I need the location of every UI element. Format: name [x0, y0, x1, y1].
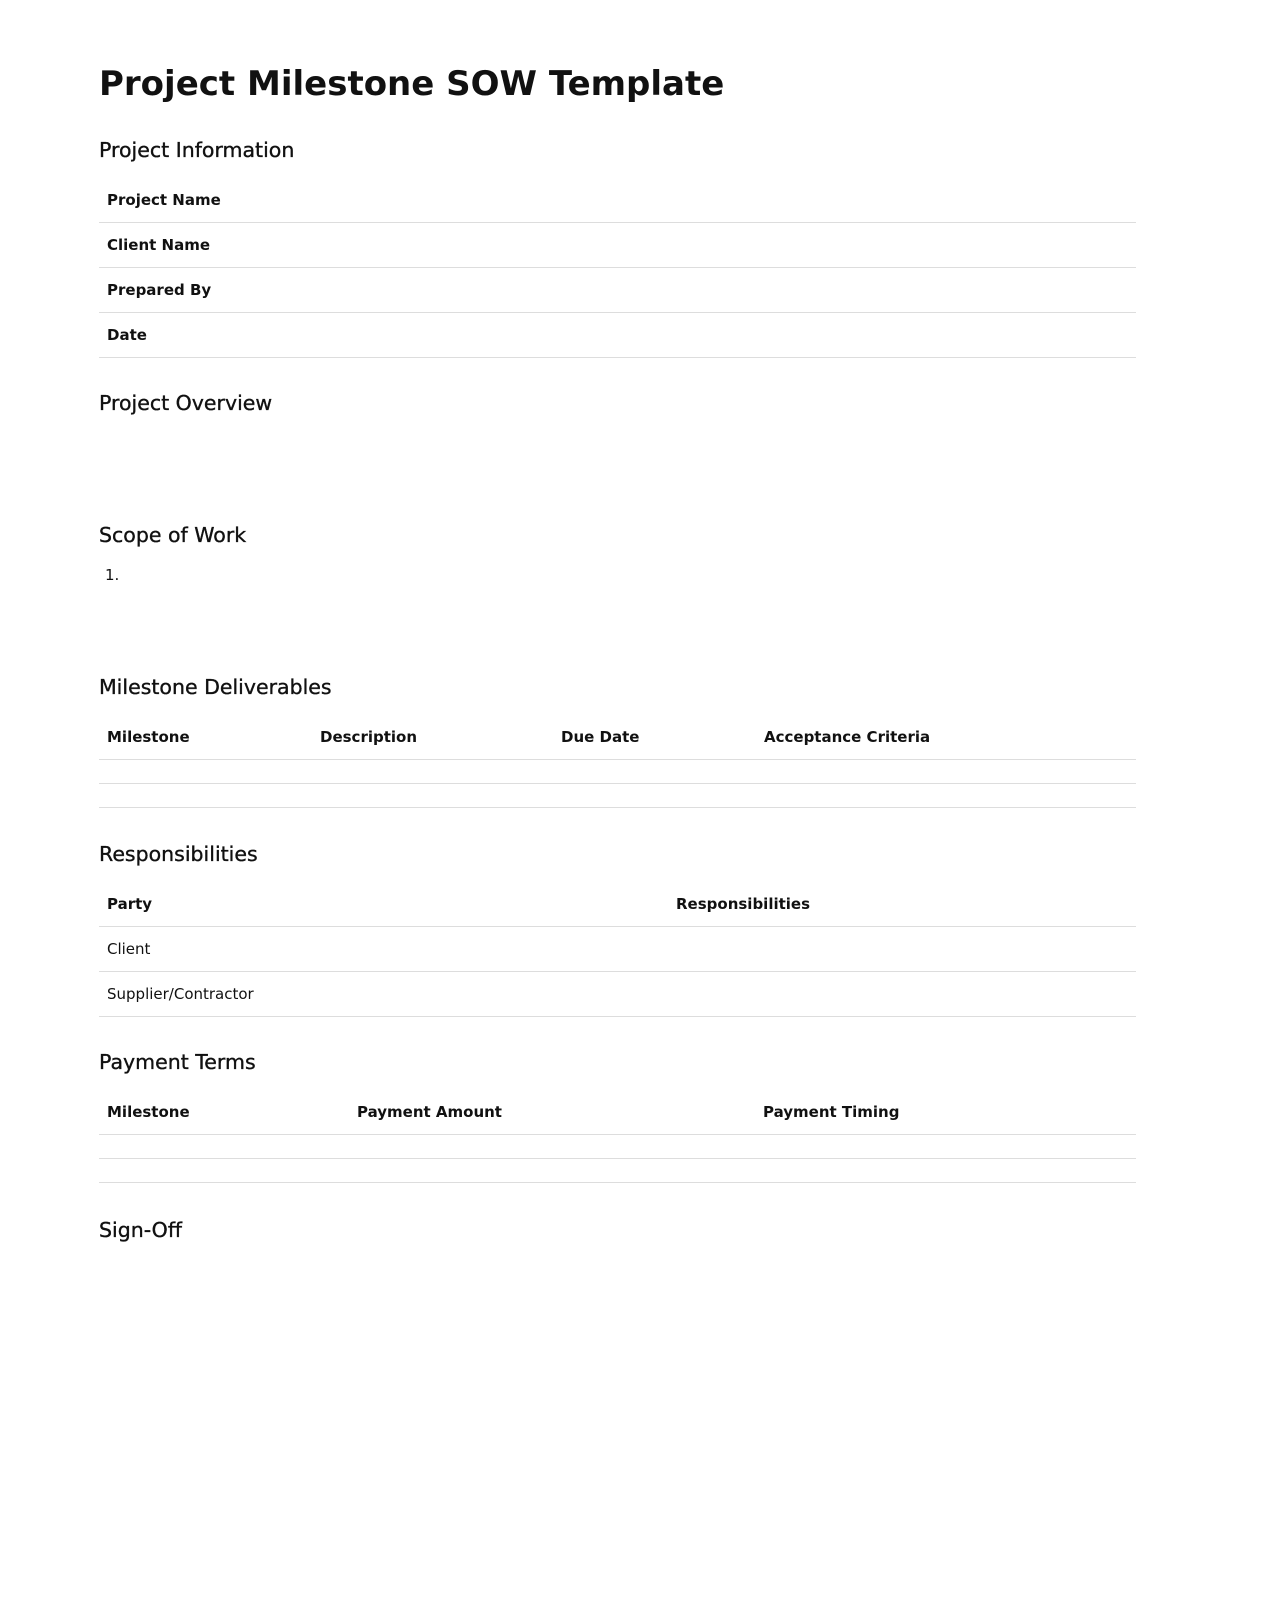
party-client: Client — [99, 927, 668, 972]
table-row — [99, 927, 1136, 972]
column-header-description: Description — [312, 715, 553, 760]
table-row — [99, 1159, 1136, 1183]
table-header-row — [99, 1090, 1136, 1135]
table-row — [99, 972, 1136, 1017]
column-header-milestone: Milestone — [99, 715, 312, 760]
field-label-client-name: Client Name — [99, 223, 1136, 268]
table-cell — [99, 784, 312, 808]
table-row — [99, 178, 1136, 223]
payment-terms-table — [99, 1090, 1136, 1183]
page-title: Project Milestone SOW Template — [99, 64, 725, 104]
table-cell — [755, 1159, 1136, 1183]
table-cell — [756, 784, 1136, 808]
section-heading-responsibilities: Responsibilities — [99, 842, 258, 866]
column-header-due-date: Due Date — [553, 715, 756, 760]
table-cell — [349, 1135, 755, 1159]
field-label-project-name: Project Name — [99, 178, 1136, 223]
table-row — [99, 1135, 1136, 1159]
field-label-date: Date — [99, 313, 1136, 358]
table-cell — [668, 972, 1136, 1017]
project-overview-body — [99, 425, 1136, 505]
column-header-party: Party — [99, 882, 668, 927]
scope-list-item-number: 1. — [105, 566, 120, 584]
section-heading-sign-off: Sign-Off — [99, 1218, 182, 1242]
section-heading-milestone-deliverables: Milestone Deliverables — [99, 675, 332, 699]
responsibilities-table — [99, 882, 1136, 1017]
table-cell — [553, 784, 756, 808]
table-row — [99, 268, 1136, 313]
section-heading-scope-of-work: Scope of Work — [99, 523, 247, 547]
section-heading-payment-terms: Payment Terms — [99, 1050, 256, 1074]
table-cell — [99, 1135, 349, 1159]
column-header-milestone: Milestone — [99, 1090, 349, 1135]
table-header-row — [99, 715, 1136, 760]
table-cell — [755, 1135, 1136, 1159]
table-row — [99, 223, 1136, 268]
column-header-responsibilities: Responsibilities — [668, 882, 1136, 927]
table-cell — [99, 1159, 349, 1183]
field-label-prepared-by: Prepared By — [99, 268, 1136, 313]
milestone-deliverables-table — [99, 715, 1136, 808]
party-supplier-contractor: Supplier/Contractor — [99, 972, 668, 1017]
table-cell — [99, 760, 312, 784]
table-cell — [349, 1159, 755, 1183]
table-cell — [312, 760, 553, 784]
table-row — [99, 760, 1136, 784]
table-cell — [312, 784, 553, 808]
column-header-payment-timing: Payment Timing — [755, 1090, 1136, 1135]
table-header-row — [99, 882, 1136, 927]
column-header-payment-amount: Payment Amount — [349, 1090, 755, 1135]
project-information-table — [99, 178, 1136, 358]
section-heading-project-information: Project Information — [99, 138, 295, 162]
table-row — [99, 784, 1136, 808]
section-heading-project-overview: Project Overview — [99, 391, 273, 415]
column-header-acceptance-criteria: Acceptance Criteria — [756, 715, 1136, 760]
table-cell — [756, 760, 1136, 784]
table-row — [99, 313, 1136, 358]
table-cell — [668, 927, 1136, 972]
table-cell — [553, 760, 756, 784]
